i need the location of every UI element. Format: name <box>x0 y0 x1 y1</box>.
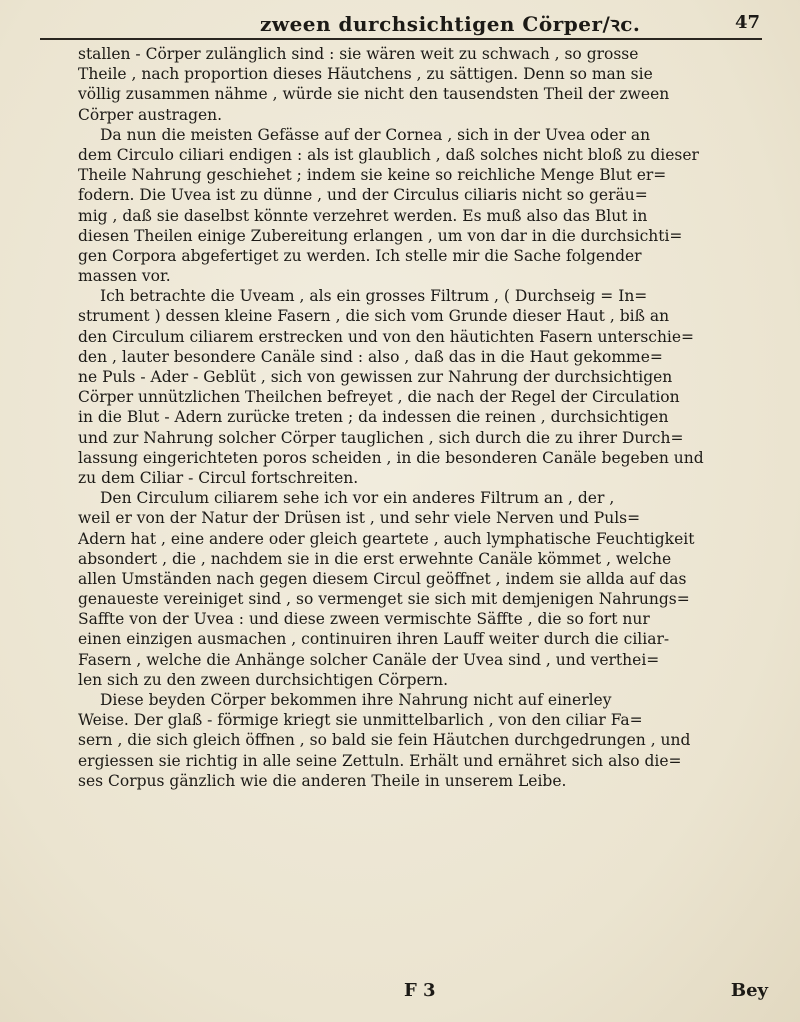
page-number: 47 <box>734 12 760 33</box>
text-line: Fasern , welche die Anhänge solcher Canäle der Uvea sind , und verthei= <box>78 650 660 669</box>
text-line: Theile Nahrung geschiehet ; indem sie keine so reichliche Menge Blut er= <box>78 166 667 185</box>
text-line: len sich zu den zween durchsichtigen Cörpern. <box>78 670 449 689</box>
text-line: ne Puls - Ader - Geblüt , sich von gewissen zur Nahrung der durchsichtigen <box>78 368 673 386</box>
signature-mark: F 3 <box>404 980 436 1001</box>
page-footer <box>78 978 768 1004</box>
running-head: zween durchsichtigen Cörper/ꝛc. <box>260 12 641 36</box>
text-line: in die Blut - Adern zurücke treten ; da indessen die reinen , durchsichtigen <box>78 408 669 427</box>
text-line: Den Circulum ciliarem sehe ich vor ein anderes Filtrum an , der , <box>100 489 615 508</box>
text-line: Da nun die meisten Gefässe auf der Cornea , sich in der Uvea oder an <box>100 125 651 144</box>
text-line: ergiessen sie richtig in alle seine Zettuln. Erhält und ernähret sich also die= <box>78 751 682 770</box>
text-line: dem Circulo ciliari endigen : als ist glaublich , daß solches nicht bloß zu dieser <box>78 145 699 164</box>
text-line: fodern. Die Uvea ist zu dünne , und der Circulus ciliaris nicht so geräu= <box>78 186 648 205</box>
text-line: sern , die sich gleich öffnen , so bald sie fein Häutchen durchgedrungen , und <box>78 731 691 750</box>
text-line: weil er von der Natur der Drüsen ist , und sehr viele Nerven und Puls= <box>78 509 641 528</box>
text-line: einen einzigen ausmachen , continuiren ihren Lauff weiter durch die ciliar- <box>78 630 670 649</box>
text-line: genaueste vereiniget sind , so vermenget sie sich mit demjenigen Nahrungs= <box>78 590 690 609</box>
text-line: und zur Nahrung solcher Cörper tauglichen , sich durch die zu ihrer Durch= <box>78 428 684 447</box>
text-line: Diese beyden Cörper bekommen ihre Nahrung nicht auf einerley <box>100 691 612 709</box>
text-line: ses Corpus gänzlich wie die anderen Theile in unserem Leibe. <box>78 771 567 790</box>
text-line: absondert , die , nachdem sie in die erst erwehnte Canäle kömmet , welche <box>78 549 672 568</box>
page-header <box>250 6 760 36</box>
text-line: Cörper austragen. <box>78 105 223 124</box>
text-line: völlig zusammen nähme , würde sie nicht den tausendsten Theil der zween <box>78 85 670 104</box>
text-line: den , lauter besondere Canäle sind : also , daß das in die Haut gekomme= <box>78 347 663 366</box>
text-line: strument ) dessen kleine Fasern , die sich vom Grunde dieser Haut , biß an <box>78 307 670 326</box>
text-line: Cörper unnützlichen Theilchen befreyet , die nach der Regel der Circulation <box>78 388 680 407</box>
header-rule <box>40 38 762 40</box>
text-line: den Circulum ciliarem erstrecken und von den häutichten Fasern unterschie= <box>78 327 695 346</box>
text-line: stallen - Cörper zulänglich sind : sie wären weit zu schwach , so grosse <box>78 45 639 63</box>
text-line: Theile , nach proportion dieses Häutchens , zu sättigen. Denn so man sie <box>78 65 653 84</box>
text-line: zu dem Ciliar - Circul fortschreiten. <box>78 468 359 487</box>
text-line: gen Corpora abgefertiget zu werden. Ich stelle mir die Sache folgender <box>78 246 642 265</box>
text-line: Ich betrachte die Uveam , als ein grosses Filtrum , ( Durchseig = In= <box>100 287 648 306</box>
text-line: lassung eingerichteten poros scheiden , in die besonderen Canäle begeben und <box>78 448 704 467</box>
text-line: diesen Theilen einige Zubereitung erlangen , um von dar in die durchsichti= <box>78 226 683 245</box>
text-line: mig , daß sie daselbst könnte verzehret werden. Es muß also das Blut in <box>78 206 648 225</box>
catchword: Bey <box>730 980 768 1001</box>
body-text <box>78 44 768 791</box>
text-line: massen vor. <box>78 267 171 286</box>
text-line: Weise. Der glaß - förmige kriegt sie unmittelbarlich , von den ciliar Fa= <box>78 711 643 730</box>
text-line: allen Umständen nach gegen diesem Circul geöffnet , indem sie allda auf das <box>78 569 687 588</box>
text-line: Adern hat , eine andere oder gleich geartete , auch lymphatische Feuchtigkeit <box>78 529 695 548</box>
text-line: Saffte von der Uvea : und diese zween vermischte Säffte , die so fort nur <box>78 610 650 629</box>
